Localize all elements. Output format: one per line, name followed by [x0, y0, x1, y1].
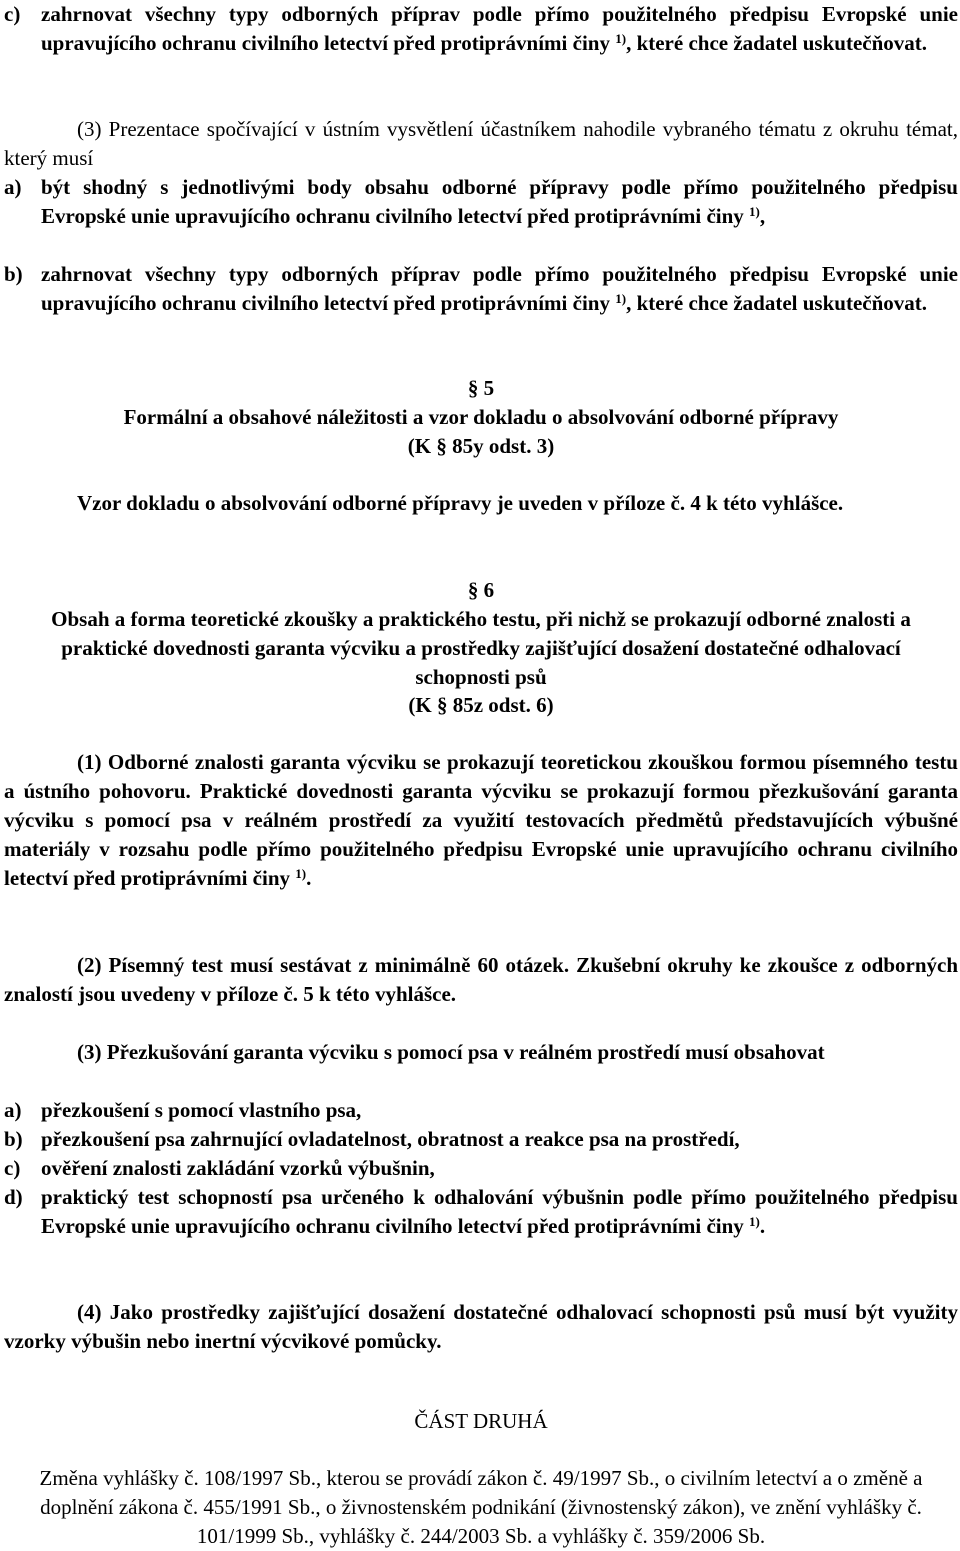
list-item-b — [4, 1125, 958, 1154]
footnote-ref: 1) — [749, 204, 760, 219]
paragraph-tail: . — [306, 866, 312, 890]
section-5-title: Formální a obsahové náležitosti a vzor dokladu o absolvování odborné přípravy — [123, 405, 839, 429]
list-item-d — [4, 1183, 958, 1241]
section-6-number: § 6 — [467, 578, 495, 602]
list-item-text: přezkoušení s pomocí vlastního psa, — [41, 1098, 362, 1122]
list-item-label: b) — [4, 1127, 23, 1151]
list-item-b — [4, 260, 958, 318]
section-5-reference: (K § 85y odst. 3) — [407, 434, 555, 458]
footnote-ref: 1) — [615, 291, 627, 306]
list-item-label: b) — [4, 262, 23, 286]
list-item-label: c) — [4, 1156, 21, 1180]
footnote-ref: 1) — [295, 866, 307, 881]
part-subtitle: Změna vyhlášky č. 108/1997 Sb., kterou se provádí zákon č. 49/1997 Sb., o civilním letectví a o změně a doplnění zákona č. 455/1991 Sb., o živnostenském podnikání (živnostenský zákon), ve znění vyhlášky č. 101/1999 Sb., vyhlášky č. 244/2003 Sb. a vyhlášky č. 359/2006 Sb. — [39, 1466, 923, 1548]
list-item-label: c) — [4, 2, 21, 26]
section-6-paragraph-1 — [4, 748, 958, 893]
section-5-body: Vzor dokladu o absolvování odborné přípravy je uveden v příloze č. 4 k této vyhlášce. — [77, 491, 844, 515]
section-6-paragraph-4: (4) Jako prostředky zajišťující dosažení dostatečné odhalovací schopnosti psů musí být využity vzorky výbušin nebo inertní výcvikové pomůcky. — [4, 1300, 958, 1353]
list-item-tail: , — [759, 204, 766, 228]
list-item-label: a) — [4, 1098, 22, 1122]
paragraph-text: (1) Odborné znalosti garanta výcviku se prokazují teoretickou zkouškou formou písemného testu a ústního pohovoru. Praktické dovednosti garanta výcviku se prokazují formou přezkušování garanta výcviku s pomocí psa v reálném prostředí za využití testovacích předmětů představujících výbušné materiály v rozsahu podle přímo použitelného předpisu Evropské unie upravujícího ochranu civilního letectví před protiprávními činy — [4, 750, 958, 890]
paragraph-3-intro: (3) Prezentace spočívající v ústním vysvětlení účastníkem nahodile vybraného tématu z okruhu témat, který musí — [4, 117, 958, 170]
list-item-c — [4, 1154, 958, 1183]
section-6-reference: (K § 85z odst. 6) — [408, 693, 554, 717]
section-6-paragraph-3-intro: (3) Přezkušování garanta výcviku s pomocí psa v reálném prostředí musí obsahovat — [77, 1040, 825, 1064]
list-item-label: d) — [4, 1185, 23, 1209]
list-item-text: zahrnovat všechny typy odborných příprav podle přímo použitelného předpisu Evropské unie upravujícího ochranu civilního letectví před protiprávními činy — [41, 2, 958, 55]
list-item-text: být shodný s jednotlivými body obsahu odborné přípravy podle přímo použitelného předpisu Evropské unie upravujícího ochranu civilního letectví před protiprávními činy — [41, 175, 958, 228]
list-item-tail: . — [759, 1214, 766, 1238]
list-item-tail: , které chce žadatel uskutečňovat. — [626, 291, 928, 315]
footnote-ref: 1) — [615, 31, 627, 46]
list-item-tail: , které chce žadatel uskutečňovat. — [626, 31, 928, 55]
section-6-title: Obsah a forma teoretické zkoušky a praktického testu, při nichž se prokazují odborné znalosti a praktické dovednosti garanta výcviku a prostředky zajišťující dosažení dostatečné odhalovací schopnosti psů — [51, 607, 911, 689]
list-item-a — [4, 1096, 958, 1125]
list-item-text: praktický test schopností psa určeného k odhalování výbušnin podle přímo použitelného předpisu Evropské unie upravujícího ochranu civilního letectví před protiprávními činy — [41, 1185, 958, 1238]
list-item-text: zahrnovat všechny typy odborných příprav podle přímo použitelného předpisu Evropské unie upravujícího ochranu civilního letectví před protiprávními činy — [41, 262, 958, 315]
list-item-c — [4, 0, 958, 58]
list-item-a — [4, 173, 958, 231]
part-heading: ČÁST DRUHÁ — [414, 1409, 548, 1433]
list-item-text: přezkoušení psa zahrnující ovladatelnost, obratnost a reakce psa na prostředí, — [41, 1127, 740, 1151]
list-item-text: ověření znalosti zakládání vzorků výbušnin, — [41, 1156, 435, 1180]
footnote-ref: 1) — [749, 1214, 760, 1229]
list-item-label: a) — [4, 175, 22, 199]
section-6-paragraph-2: (2) Písemný test musí sestávat z minimálně 60 otázek. Zkušební okruhy ke zkoušce z odborných znalostí jsou uvedeny v příloze č. 5 k této vyhlášce. — [4, 953, 958, 1006]
section-5-number: § 5 — [467, 376, 495, 400]
